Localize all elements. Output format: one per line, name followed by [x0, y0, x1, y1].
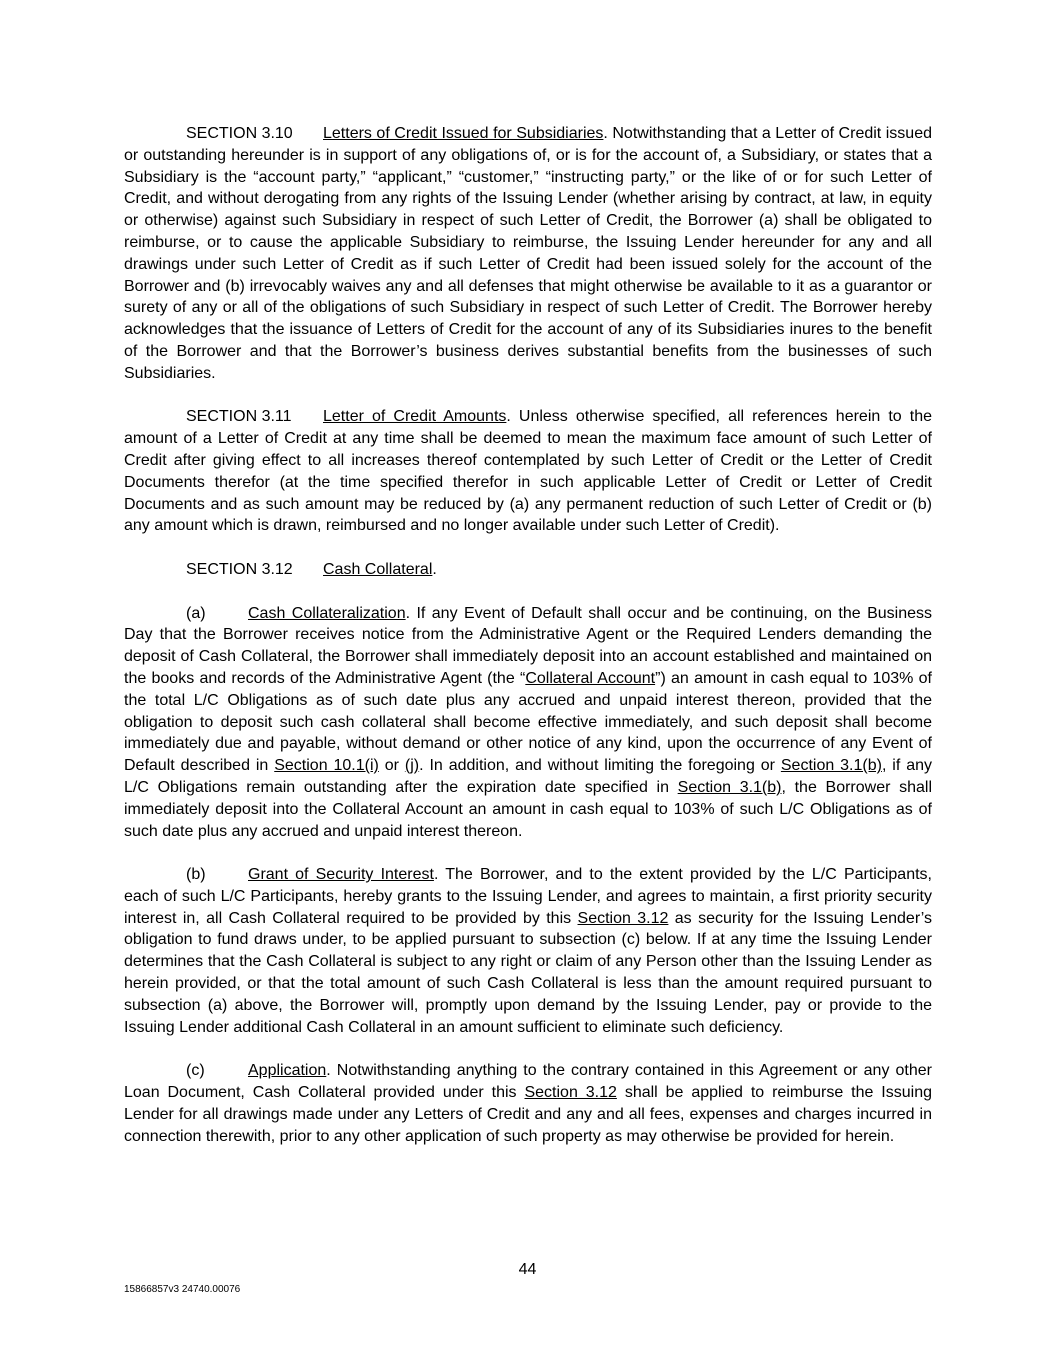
section-title: Letters of Credit Issued for Subsidiaries [323, 125, 604, 142]
cross-reference-link[interactable]: Section 10.1(i) [274, 757, 379, 775]
section-3-10 [124, 123, 932, 385]
section-3-11 [124, 406, 932, 537]
subsection-text: . In addition, and without limiting the foregoing or [419, 757, 781, 775]
subsection-text: . Notwithstanding anything to the contrary contained in this Agreement or any other Loan Document, Cash Collateral provided under this [124, 1062, 932, 1102]
cross-reference-link[interactable]: Section 3.1(b) [780, 757, 882, 775]
subsection-b [124, 864, 932, 1038]
subsection-text: or [378, 757, 405, 775]
section-title: Letter of Credit Amounts [323, 408, 507, 426]
defined-term: Collateral Account [525, 669, 656, 687]
section-title-period: . [432, 560, 437, 578]
subsection-c [124, 1060, 932, 1147]
subsection-text: ”) an amount in cash equal to 103% of the total L/C Obligations as of such date plus any accrued and unpaid interest thereon, provided that the obligation to deposit such cash collateral shall become effective immediately, and such deposit shall become immediately due and payable, without demand or other notice of any kind, upon the occurrence of any Event of Default described in [124, 669, 933, 775]
section-3-12 [124, 559, 932, 581]
subsection-label: (b) [186, 866, 206, 884]
subsection-title: Cash Collateralization [248, 604, 406, 622]
section-title: Cash Collateral [323, 560, 433, 578]
cross-reference-link[interactable]: Section 3.12 [577, 909, 669, 927]
subsection-text: , if any L/C Obligations remain outstanding after the expiration date specified in [124, 757, 932, 796]
subsection-text: shall be applied to reimburse the Issuing Lender for all drawings made under any Letters of Credit and any and all fees, expenses and charges incurred in connection therewith, prior to any other application of such property as may otherwise be provided for herein. [124, 1084, 933, 1145]
section-number: SECTION 3.12 [186, 560, 293, 578]
subsection-text: , the Borrower shall immediately deposit into the Collateral Account an amount in cash equal to 103% of such L/C Obligations as of such date plus any accrued and unpaid interest thereon. [124, 778, 933, 840]
section-number: SECTION 3.11 [186, 408, 292, 426]
subsection-label: (c) [186, 1062, 205, 1080]
section-body: . Unless otherwise specified, all references herein to the amount of a Letter of Credit at any time shall be deemed to mean the maximum face amount of such Letter of Credit after giving effect to all increases thereof contemplated by such Letter of Credit or the Letter of Credit Documents therefor (at the time specified therefor in such applicable Letter of Credit or Letter of Credit Documents and as such amount may be reduced by (a) any permanent reduction of such Letter of Credit or (b) any amount which is drawn, reimbursed and no longer available under such Letter of Credit). [124, 408, 932, 535]
page-number: 44 [518, 1261, 537, 1278]
subsection-title: Application [248, 1062, 327, 1080]
section-body: . Notwithstanding that a Letter of Credit issued or outstanding hereunder is in support of any obligations of, or is for the account of, a Subsidiary, or states that a Subsidiary is the “account party,” “applicant,” “customer,” “instructing party,” or the like of or for such Letter of Credit, and without derogating from any rights of the Issuing Lender (whether arising by contract, at law, in equity or otherwise) against such Subsidiary in respect of such Letter of Credit, the Borrower (a) shall be obligated to reimburse, or to cause the applicable Subsidiary to reimburse, the Issuing Lender hereunder for any and all drawings under such Letter of Credit as if such Letter of Credit had been issued solely for the account of the Borrower and (b) irrevocably waives any and all defenses that might otherwise be available to it as a guarantor or surety of any or all of the obligations of such Subsidiary in respect of such Letter of Credit. The Borrower hereby acknowledges that the issuance of Letters of Credit for the account of any of its Subsidiaries inures to the benefit of the Borrower and that the Borrower’s business derives substantial benefits from the businesses of such Subsidiaries. [124, 125, 932, 382]
cross-reference-link[interactable]: (j) [404, 757, 420, 775]
subsection-title: Grant of Security Interest [248, 866, 434, 884]
document-page [124, 123, 932, 1169]
subsection-a [124, 603, 932, 843]
cross-reference-link[interactable]: Section 3.1(b) [677, 778, 782, 796]
subsection-text: . The Borrower, and to the extent provided by the L/C Participants, each of such L/C Participants, hereby grants to the Issuing Lender, and agrees to maintain, a first priority security interest in, all Cash Collateral required to be provided by this [124, 866, 932, 927]
document-id: 15866857v3 24740.00076 [124, 1284, 241, 1295]
subsection-label: (a) [186, 604, 206, 622]
subsection-text: . If any Event of Default shall occur and be continuing, on the Business Day that the Borrower receives notice from the Administrative Agent or the Required Lenders demanding the deposit of Cash Collateral, the Borrower shall immediately deposit into an account established and maintained on the books and records of the Administrative Agent (the “ [124, 604, 932, 687]
cross-reference-link[interactable]: Section 3.12 [524, 1084, 617, 1102]
subsection-text: as security for the Issuing Lender’s obligation to fund draws under, to be applied pursuant to subsection (c) below. If at any time the Issuing Lender determines that the Cash Collateral is subject to any right or claim of any Person other than the Issuing Lender as herein provided, or that the total amount of such Cash Collateral is less than the amount required pursuant to subsection (a) above, the Borrower will, promptly upon demand by the Issuing Lender, pay or provide to the Issuing Lender additional Cash Collateral in an amount sufficient to eliminate such deficiency. [124, 909, 933, 1036]
section-number: SECTION 3.10 [186, 125, 293, 142]
